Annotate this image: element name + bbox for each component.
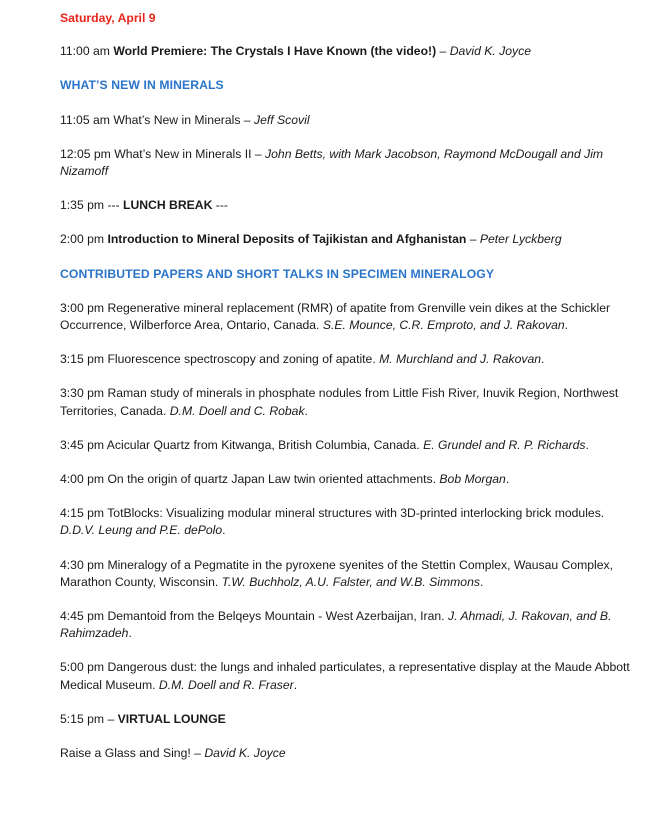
entry-dashes: --- xyxy=(107,198,123,213)
schedule-entry xyxy=(60,146,640,180)
entry-title: What’s New in Minerals II xyxy=(114,146,252,161)
entry-title: VIRTUAL LOUNGE xyxy=(117,711,226,726)
entry-authors: E. Grundel and R. P. Richards xyxy=(423,437,586,452)
entry-authors: D.M. Doell and R. Fraser xyxy=(158,677,294,692)
entry-separator: – xyxy=(251,146,266,161)
entry-separator: – xyxy=(190,746,205,761)
entry-period: . xyxy=(128,626,132,641)
schedule-entry xyxy=(60,471,640,488)
entry-speaker: David K. Joyce xyxy=(204,746,286,761)
entry-title: Demantoid from the Belqeys Mountain - West Azerbaijan, Iran. xyxy=(107,609,445,624)
schedule-entry xyxy=(60,711,640,728)
entry-period: . xyxy=(541,352,545,367)
entry-title: Acicular Quartz from Kitwanga, British Columbia, Canada. xyxy=(106,437,420,452)
entry-time: 3:45 pm xyxy=(60,437,105,452)
entry-title: Dangerous dust: the lungs and inhaled particulates, a representative display at the Maude Abbott Medical Museum. xyxy=(60,660,630,692)
entry-speaker: Peter Lyckberg xyxy=(479,232,562,247)
schedule-entry xyxy=(60,351,640,368)
entry-authors: Bob Morgan xyxy=(439,472,506,487)
schedule-entry xyxy=(60,300,640,334)
entry-period: . xyxy=(479,574,484,589)
entry-time: 5:15 pm xyxy=(60,711,105,726)
entry-time: 1:35 pm xyxy=(60,198,105,213)
schedule-entry xyxy=(60,745,640,762)
entry-speaker: John Betts, with Mark Jacobson, Raymond McDougall and Jim Nizamoff xyxy=(60,146,604,179)
entry-separator: – xyxy=(240,112,254,127)
schedule-entry xyxy=(60,608,640,642)
entry-title: Fluorescence spectroscopy and zoning of apatite. xyxy=(107,352,376,367)
schedule-entry xyxy=(60,43,640,60)
entry-time: 3:00 pm xyxy=(60,300,105,315)
entry-time: 3:30 pm xyxy=(60,386,105,401)
entry-separator: – xyxy=(436,44,450,59)
entry-period: . xyxy=(304,403,308,418)
entry-authors: M. Murchland and J. Rakovan xyxy=(379,352,542,367)
schedule-entry xyxy=(60,557,640,591)
schedule-page xyxy=(60,10,640,779)
entry-authors: T.W. Buchholz, A.U. Falster, and W.B. Simmons xyxy=(221,574,480,589)
entry-time: 12:05 pm xyxy=(60,146,111,161)
entry-authors: S.E. Mounce, C.R. Emproto, and J. Rakovan xyxy=(322,318,565,333)
entry-period: . xyxy=(222,523,226,538)
entry-dashes: --- xyxy=(212,198,228,213)
entry-authors: J. Ahmadi, J. Rakovan, and B. Rahimzadeh xyxy=(60,609,612,641)
schedule-entry xyxy=(60,505,640,539)
entry-period: . xyxy=(585,437,589,452)
entry-title: What’s New in Minerals xyxy=(113,112,241,127)
entry-title: TotBlocks: Visualizing modular mineral structures with 3D-printed interlocking brick modules. xyxy=(107,506,605,521)
section-heading: CONTRIBUTED PAPERS AND SHORT TALKS IN SPECIMEN MINERALOGY xyxy=(60,266,495,281)
entry-dash: – xyxy=(107,711,118,726)
entry-authors: D.D.V. Leung and P.E. dePolo xyxy=(60,523,223,538)
schedule-date: Saturday, April 9 xyxy=(60,11,156,25)
entry-time: 3:15 pm xyxy=(60,352,105,367)
entry-title: Raman study of minerals in phosphate nodules from Little Fish River, Inuvik Region, Northwest Territories, Canada. xyxy=(60,386,619,418)
entry-title: World Premiere: The Crystals I Have Known (the video!) xyxy=(113,44,437,59)
entry-time: 5:00 pm xyxy=(60,660,105,675)
schedule-entry xyxy=(60,437,640,454)
entry-title: Raise a Glass and Sing! xyxy=(60,746,191,761)
schedule-entry xyxy=(60,197,640,214)
entry-time: 4:30 pm xyxy=(60,557,105,572)
entry-time: 4:15 pm xyxy=(60,506,105,521)
schedule-entry xyxy=(60,231,640,248)
entry-speaker: Jeff Scovil xyxy=(253,112,310,127)
entry-title: On the origin of quartz Japan Law twin oriented attachments. xyxy=(107,472,437,487)
schedule-entry xyxy=(60,385,640,419)
entry-period: . xyxy=(293,677,298,692)
schedule-entry xyxy=(60,112,640,129)
entry-time: 11:00 am xyxy=(60,44,110,59)
section-heading: WHAT’S NEW IN MINERALS xyxy=(60,78,224,93)
schedule-entry xyxy=(60,659,640,693)
entry-speaker: David K. Joyce xyxy=(449,44,531,59)
entry-title: LUNCH BREAK xyxy=(123,198,213,213)
entry-title: Introduction to Mineral Deposits of Tajikistan and Afghanistan xyxy=(107,232,467,247)
entry-time: 4:45 pm xyxy=(60,609,105,624)
entry-time: 2:00 pm xyxy=(60,232,105,247)
entry-time: 11:05 am xyxy=(60,112,110,127)
entry-title: Regenerative mineral replacement (RMR) of apatite from Grenville vein dikes at the Schickler Occurrence, Wilberforce Area, Ontario, Canada. xyxy=(60,300,611,333)
entry-title: Mineralogy of a Pegmatite in the pyroxene syenites of the Stettin Complex, Wausau Complex, Marathon County, Wisconsin. xyxy=(60,557,614,589)
entry-authors: D.M. Doell and C. Robak xyxy=(169,403,305,418)
entry-separator: – xyxy=(466,232,480,247)
entry-time: 4:00 pm xyxy=(60,472,105,487)
entry-period: . xyxy=(505,472,510,487)
entry-period: . xyxy=(564,318,569,333)
